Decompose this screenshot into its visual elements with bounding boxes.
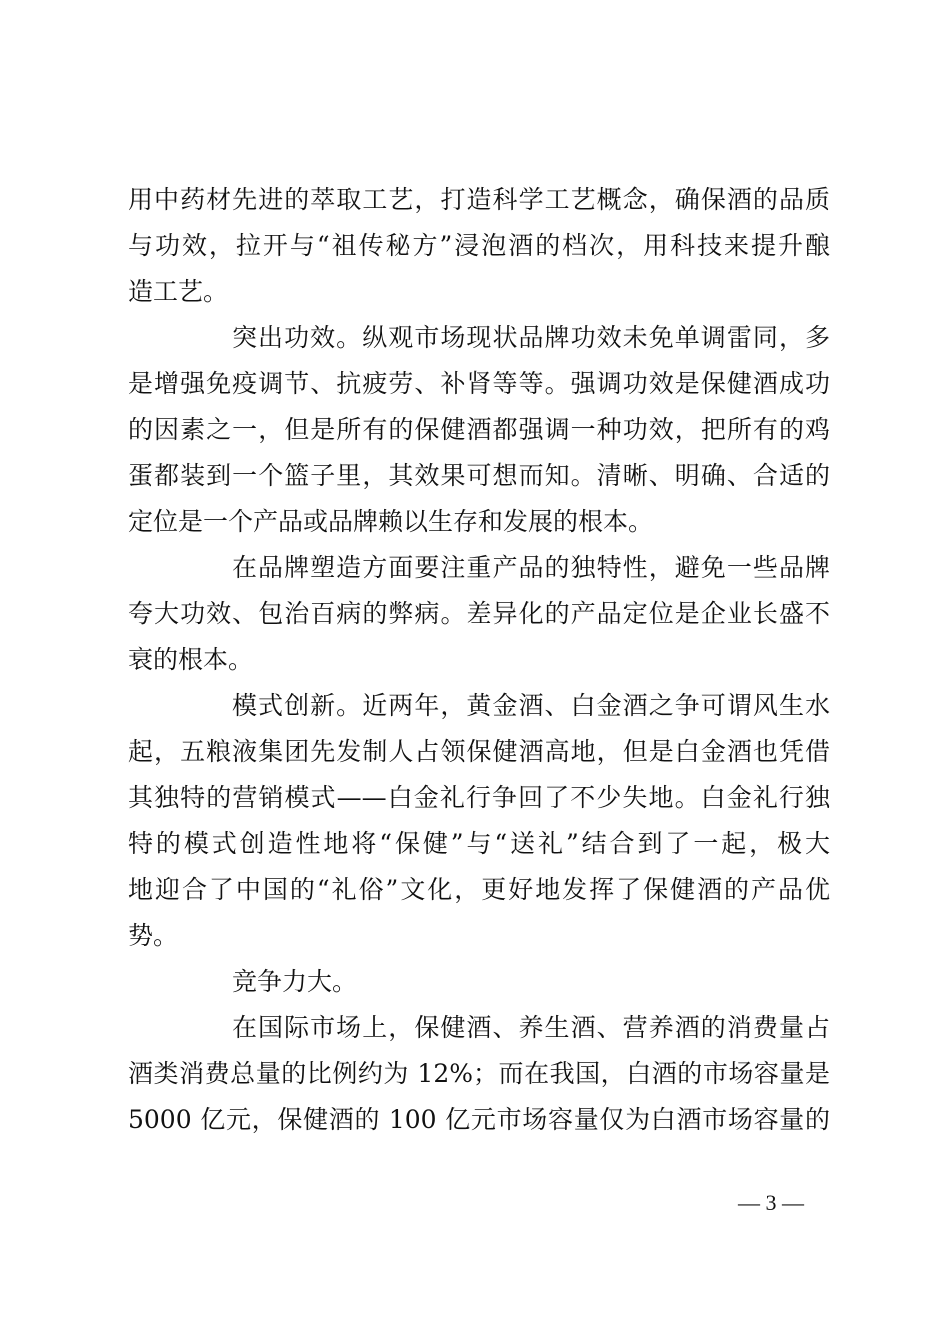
text-line: 在品牌塑造方面要注重产品的独特性，避免一些品牌 (232, 553, 830, 582)
text-line: 夸大功效、包治百病的弊病。差异化的产品定位是企业长盛不 (128, 599, 830, 628)
text-line: 酒类消费总量的比例约为 12%；而在我国，白酒的市场容量是 (128, 1059, 830, 1088)
paragraph (128, 1005, 830, 1143)
text-line: 模式创新。近两年，黄金酒、白金酒之争可谓风生水 (232, 691, 830, 720)
text-line: 5000 亿元，保健酒的 100 亿元市场容量仅为白酒市场容量的 (128, 1105, 830, 1134)
text-line: 在国际市场上，保健酒、养生酒、营养酒的消费量占 (232, 1013, 830, 1042)
text-line: 竞争力大。 (232, 967, 358, 996)
document-body (128, 177, 830, 1143)
text-line: 起，五粮液集团先发制人占领保健酒高地，但是白金酒也凭借 (128, 737, 830, 766)
text-line: 突出功效。纵观市场现状品牌功效未免单调雷同，多 (232, 323, 830, 352)
text-line: 是增强免疫调节、抗疲劳、补肾等等。强调功效是保健酒成功 (128, 369, 830, 398)
text-line: 的因素之一，但是所有的保健酒都强调一种功效，把所有的鸡 (128, 415, 830, 444)
text-line: 与功效，拉开与“祖传秘方”浸泡酒的档次，用科技来提升酿 (128, 231, 830, 260)
text-line: 造工艺。 (128, 277, 229, 306)
paragraph (128, 683, 830, 959)
text-line: 用中药材先进的萃取工艺，打造科学工艺概念，确保酒的品质 (128, 185, 830, 214)
text-line: 地迎合了中国的“礼俗”文化，更好地发挥了保健酒的产品优 (128, 875, 830, 904)
text-line: 定位是一个产品或品牌赖以生存和发展的根本。 (128, 507, 654, 536)
page-number: — 3 — (738, 1190, 804, 1215)
text-line: 势。 (128, 921, 179, 950)
paragraph (128, 959, 830, 1005)
text-line: 衰的根本。 (128, 645, 254, 674)
paragraph (128, 177, 830, 315)
text-line: 特的模式创造性地将“保健”与“送礼”结合到了一起，极大 (128, 829, 830, 858)
text-line: 蛋都装到一个篮子里，其效果可想而知。清晰、明确、合适的 (128, 461, 830, 490)
paragraph (128, 315, 830, 545)
text-line: 其独特的营销模式——白金礼行争回了不少失地。白金礼行独 (128, 783, 830, 812)
paragraph (128, 545, 830, 683)
